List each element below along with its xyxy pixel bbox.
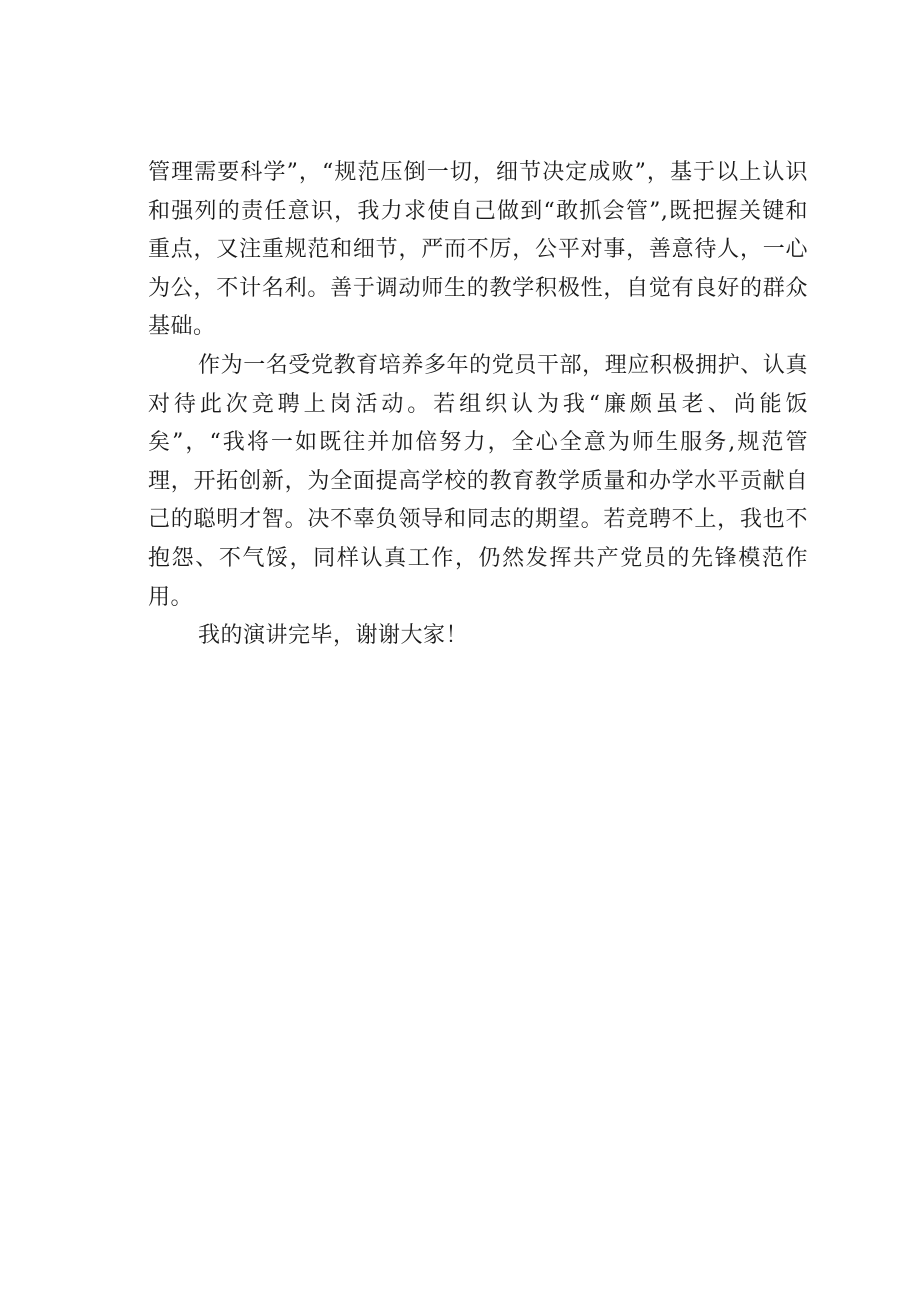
paragraph-candidacy: 作为一名受党教育培养多年的党员干部，理应积极拥护、认真对待此次竞聘上岗活动。若组织认为我“廉颇虽老、尚能饭矣”，“我将一如既往并加倍努力，全心全意为师生服务,规范管理，开拓创新，为全面提高学校的教育教学质量和办学水平贡献自己的聪明才智。决不辜负领导和同志的期望。若竞聘不上，我也不抱怨、不气馁，同样认真工作，仍然发挥共产党员的先锋模范作用。 [148, 352, 808, 610]
document-body [148, 154, 808, 656]
paragraph-closing: 我的演讲完毕，谢谢大家！ [198, 623, 469, 649]
paragraph-continued: 管理需要科学”，“规范压倒一切，细节决定成败”，基于以上认识和强列的责任意识，我力求使自己做到“敢抓会管”,既把握关键和重点，又注重规范和细节，严而不厉，公平对事，善意待人，一心为公，不计名利。善于调动师生的教学积极性，自觉有良好的群众基础。 [148, 160, 808, 340]
